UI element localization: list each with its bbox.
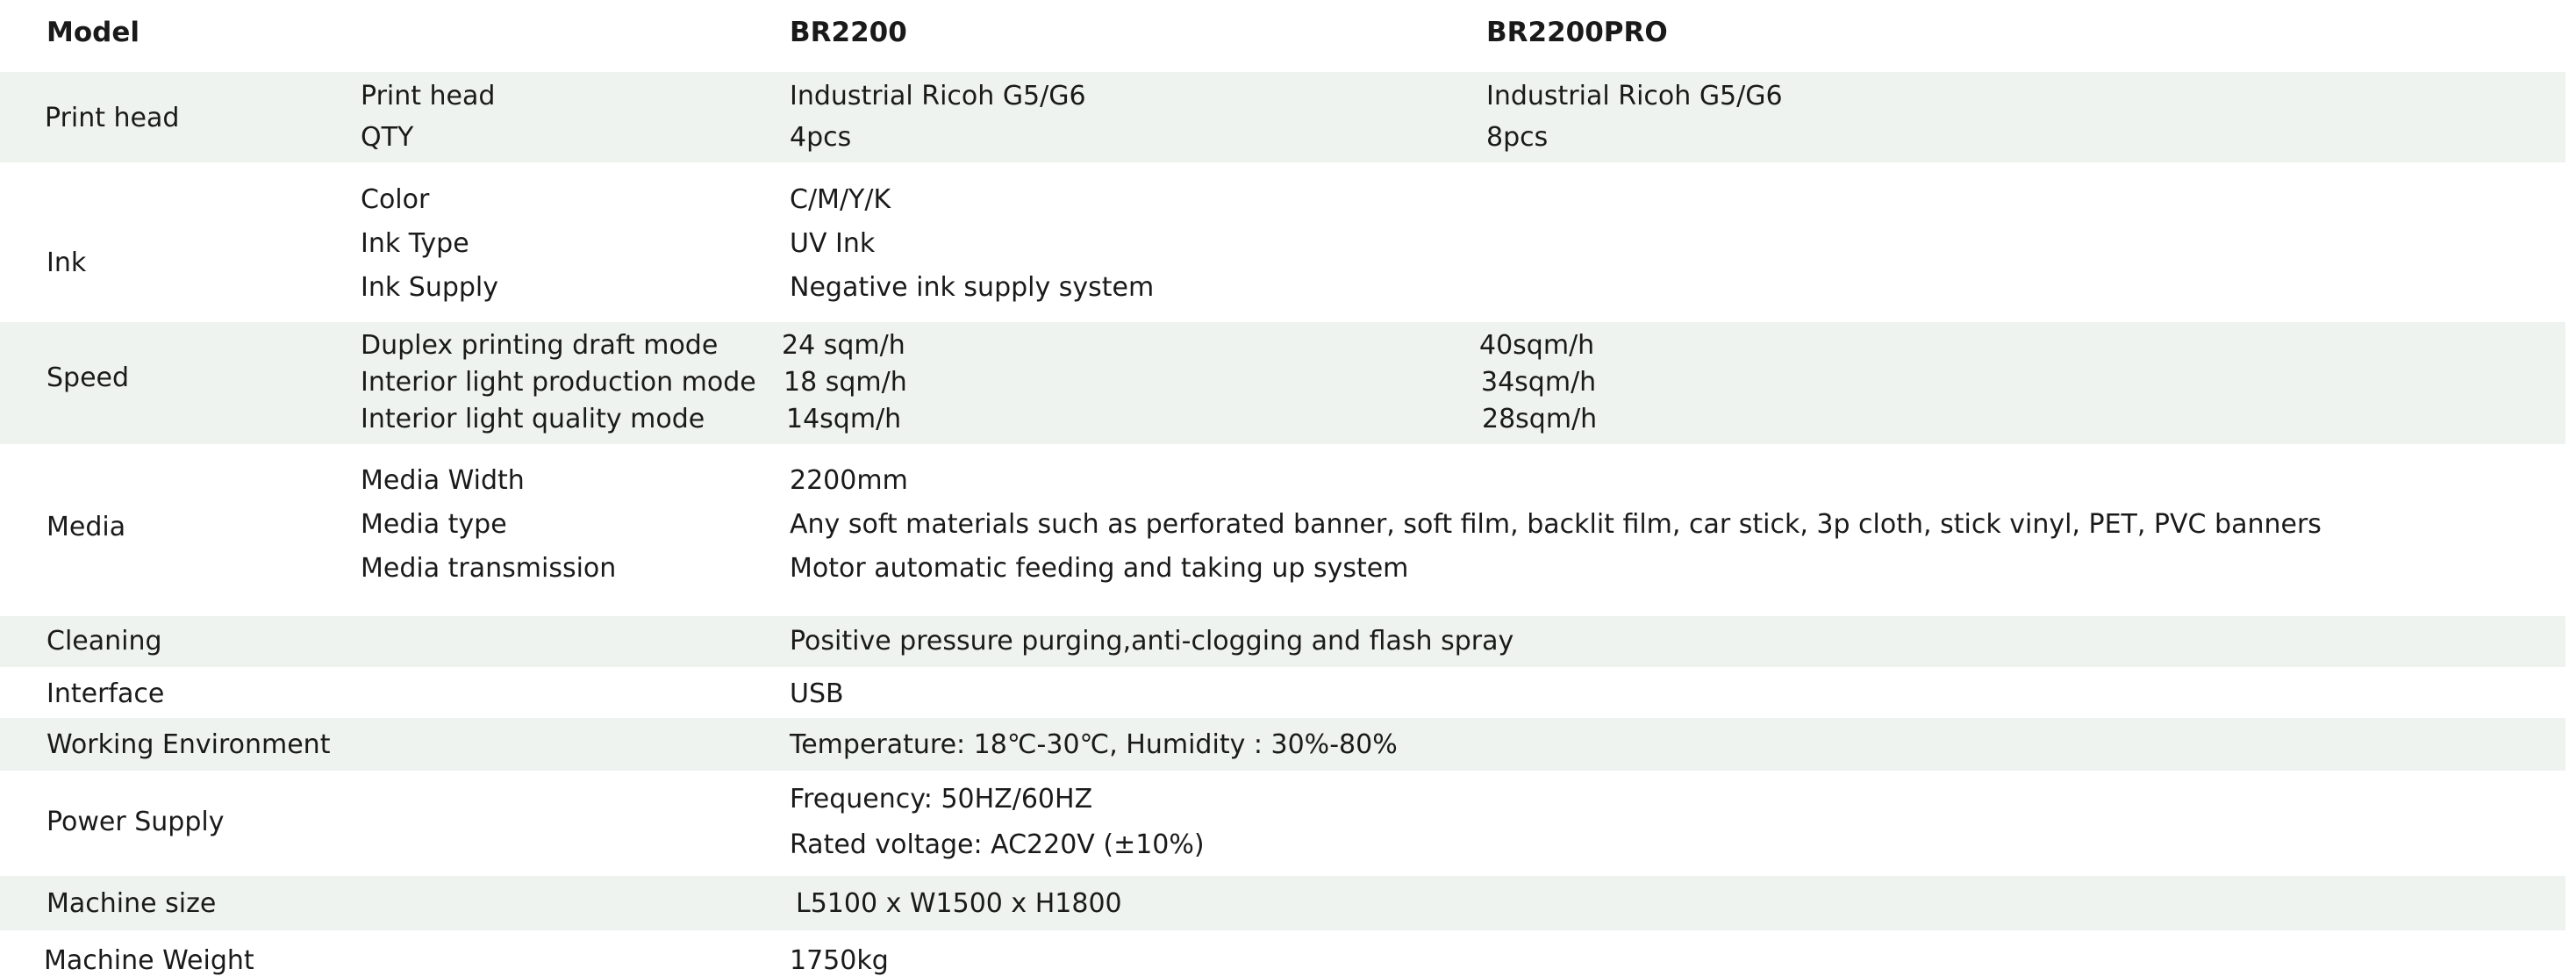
print-head-row bbox=[0, 72, 2565, 162]
interface-row bbox=[0, 667, 2565, 718]
br2200pro-draft-speed: 40sqm/h bbox=[1479, 330, 1595, 361]
br2200-quality-speed: 14sqm/h bbox=[786, 404, 902, 434]
br2200pro-qty-value: 8pcs bbox=[1486, 122, 1549, 153]
ink-color-sub-label: Color bbox=[361, 184, 430, 215]
media-width-sub-label: Media Width bbox=[361, 465, 525, 496]
media-type-value: Any soft materials such as perforated banner, soft film, backlit film, car stick, 3p cloth, stick vinyl, PET, PVC banners bbox=[790, 509, 2322, 540]
media-type-sub-label: Media type bbox=[361, 509, 507, 540]
print-head-sub-label: Print head bbox=[361, 81, 496, 111]
cleaning-row bbox=[0, 616, 2565, 667]
speed-category: Speed bbox=[47, 362, 130, 393]
ink-type-sub-label: Ink Type bbox=[361, 228, 469, 259]
br2200-column-header: BR2200 bbox=[790, 17, 907, 48]
production-mode-sub-label: Interior light production mode bbox=[361, 367, 756, 398]
cleaning-value: Positive pressure purging,anti-clogging and flash spray bbox=[790, 626, 1514, 657]
br2200pro-column-header: BR2200PRO bbox=[1486, 17, 1668, 48]
working-environment-row bbox=[0, 718, 2565, 771]
speed-row bbox=[0, 322, 2565, 444]
working-environment-category: Working Environment bbox=[47, 729, 331, 760]
model-label: Model bbox=[47, 17, 140, 48]
ink-row bbox=[0, 162, 2565, 322]
media-category: Media bbox=[47, 512, 126, 542]
br2200-draft-speed: 24 sqm/h bbox=[782, 330, 905, 361]
br2200pro-print-head-value: Industrial Ricoh G5/G6 bbox=[1486, 81, 1783, 111]
ink-category: Ink bbox=[47, 248, 87, 278]
power-supply-row bbox=[0, 771, 2565, 876]
br2200-qty-value: 4pcs bbox=[790, 122, 852, 153]
machine-size-category: Machine size bbox=[47, 888, 217, 919]
media-transmission-sub-label: Media transmission bbox=[361, 553, 617, 584]
interface-value: USB bbox=[790, 678, 844, 709]
machine-weight-category: Machine Weight bbox=[44, 945, 254, 976]
header-row bbox=[0, 0, 2565, 67]
power-supply-category: Power Supply bbox=[47, 807, 225, 837]
print-head-category: Print head bbox=[45, 103, 180, 133]
qty-sub-label: QTY bbox=[361, 122, 414, 153]
media-width-value: 2200mm bbox=[790, 465, 908, 496]
machine-size-value: L5100 x W1500 x H1800 bbox=[796, 888, 1122, 919]
interface-category: Interface bbox=[47, 678, 165, 709]
ink-type-value: UV Ink bbox=[790, 228, 876, 259]
media-row bbox=[0, 444, 2565, 616]
frequency-value: Frequency: 50HZ/60HZ bbox=[790, 784, 1093, 815]
ink-supply-sub-label: Ink Supply bbox=[361, 272, 499, 303]
br2200pro-production-speed: 34sqm/h bbox=[1481, 367, 1597, 398]
working-environment-value: Temperature: 18℃-30℃, Humidity : 30%-80% bbox=[790, 729, 1398, 760]
ink-color-value: C/M/Y/K bbox=[790, 184, 891, 215]
br2200-print-head-value: Industrial Ricoh G5/G6 bbox=[790, 81, 1086, 111]
machine-weight-value: 1750kg bbox=[790, 945, 889, 976]
machine-weight-row bbox=[0, 930, 2565, 976]
media-transmission-value: Motor automatic feeding and taking up system bbox=[790, 553, 1409, 584]
rated-voltage-value: Rated voltage: AC220V (±10%) bbox=[790, 829, 1205, 860]
br2200pro-quality-speed: 28sqm/h bbox=[1482, 404, 1598, 434]
quality-mode-sub-label: Interior light quality mode bbox=[361, 404, 705, 434]
ink-supply-value: Negative ink supply system bbox=[790, 272, 1155, 303]
br2200-production-speed: 18 sqm/h bbox=[784, 367, 907, 398]
cleaning-category: Cleaning bbox=[47, 626, 162, 657]
machine-size-row bbox=[0, 876, 2565, 930]
draft-mode-sub-label: Duplex printing draft mode bbox=[361, 330, 719, 361]
